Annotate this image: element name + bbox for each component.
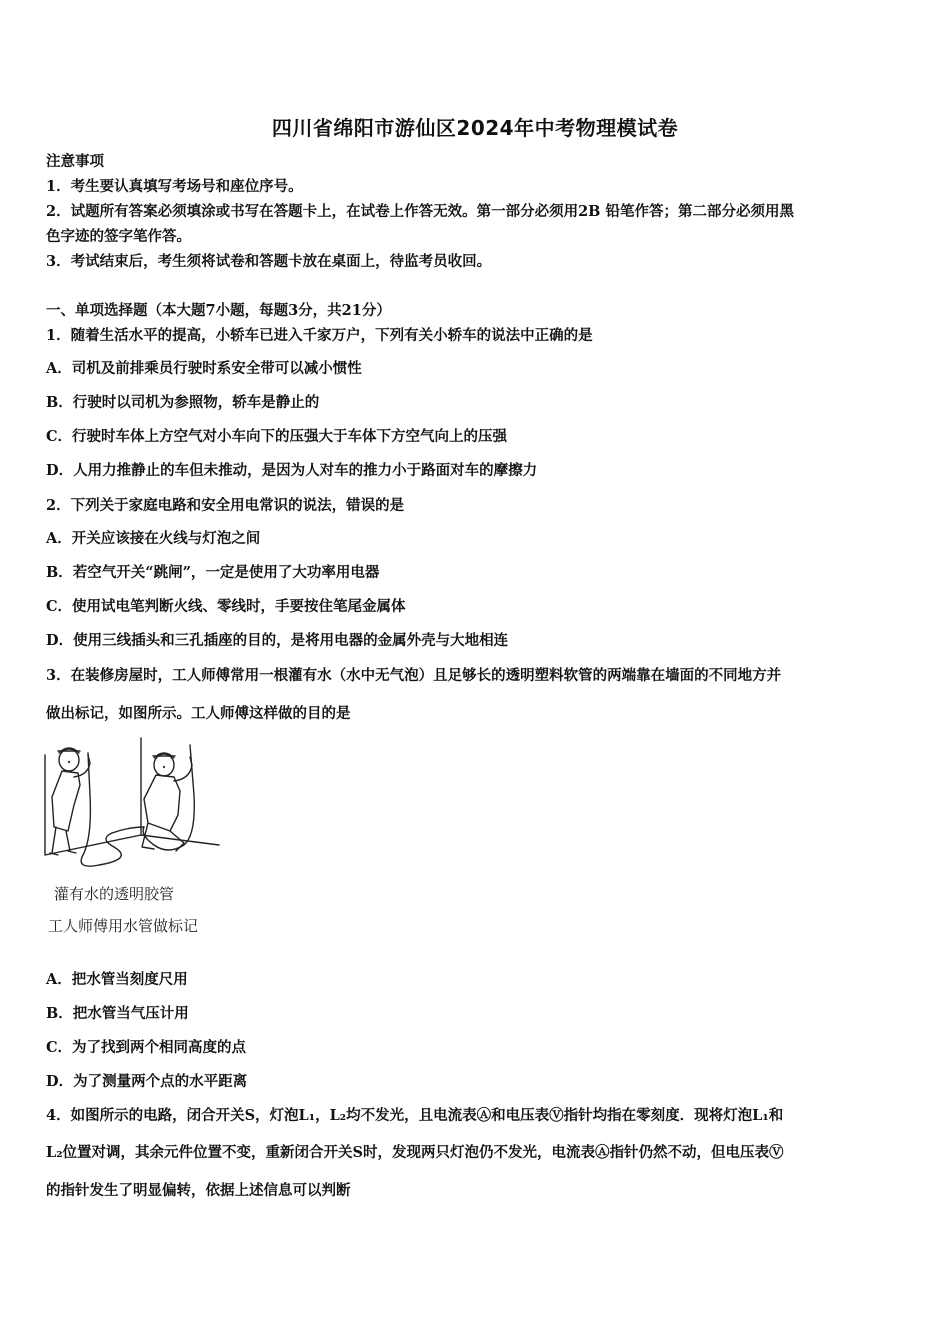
question-2-option-c: C．使用试电笔判断火线、零线时，手要按住笔尾金属体 (46, 598, 406, 615)
question-3-option-a: A．把水管当刻度尺用 (46, 971, 188, 988)
question-3-stem-line-2: 做出标记，如图所示。工人师傅这样做的目的是 (46, 705, 351, 722)
notice-item-2-cont: 色字迹的签字笔作答。 (46, 228, 191, 245)
workers-illustration (44, 735, 244, 875)
workers-water-tube-figure (44, 735, 244, 940)
question-2-option-a: A．开关应该接在火线与灯泡之间 (46, 530, 261, 547)
notice-item-3: 3．考试结束后，考生须将试卷和答题卡放在桌面上，待监考员收回。 (46, 253, 492, 270)
question-1-stem: 1．随着生活水平的提高，小轿车已进入千家万户，下列有关小轿车的说法中正确的是 (46, 327, 593, 344)
figure-tube-label: 灌有水的透明胶管 (54, 885, 175, 903)
notice-item-2: 2．试题所有答案必须填涂或书写在答题卡上，在试卷上作答无效。第一部分必须用2B 铅笔作答；第二部分必须用黑 (46, 203, 794, 220)
question-3-option-c: C．为了找到两个相同高度的点 (46, 1039, 247, 1056)
question-1-option-a: A．司机及前排乘员行驶时系安全带可以减小惯性 (46, 360, 362, 377)
question-4-line-3: 的指针发生了明显偏转，依据上述信息可以判断 (46, 1182, 351, 1199)
notice-heading: 注意事项 (46, 153, 104, 170)
question-1-option-d: D．人用力推静止的车但未推动，是因为人对车的推力小于路面对车的摩擦力 (46, 462, 538, 479)
question-4-line-2: L₂位置对调，其余元件位置不变，重新闭合开关S时，发现两只灯泡仍不发光，电流表Ⓐ指针仍然不动，但电压表Ⓥ (46, 1144, 784, 1161)
question-1-option-c: C．行驶时车体上方空气对小车向下的压强大于车体下方空气向上的压强 (46, 428, 508, 445)
question-2-option-d: D．使用三线插头和三孔插座的目的，是将用电器的金属外壳与大地相连 (46, 632, 509, 649)
question-3-stem-line-1: 3．在装修房屋时，工人师傅常用一根灌有水（水中无气泡）且足够长的透明塑料软管的两端靠在墙面的不同地方并 (46, 667, 782, 684)
notice-item-1: 1．考生要认真填写考场号和座位序号。 (46, 178, 303, 195)
question-2-stem: 2．下列关于家庭电路和安全用电常识的说法，错误的是 (46, 497, 405, 514)
question-2-option-b: B．若空气开关“跳闸”，一定是使用了大功率用电器 (46, 564, 380, 581)
question-4-line-1: 4．如图所示的电路，闭合开关S，灯泡L₁，L₂均不发光，且电流表Ⓐ和电压表Ⓥ指针均指在零刻度．现将灯泡L₁和 (46, 1107, 784, 1124)
section-heading: 一、单项选择题（本大题7小题，每题3分，共21分） (46, 302, 391, 319)
question-3-option-d: D．为了测量两个点的水平距离 (46, 1073, 248, 1090)
question-1-option-b: B．行驶时以司机为参照物，轿车是静止的 (46, 394, 320, 411)
figure-caption: 工人师傅用水管做标记 (48, 917, 199, 935)
page-title: 四川省绵阳市游仙区2024年中考物理模试卷 (271, 116, 679, 140)
question-3-option-b: B．把水管当气压计用 (46, 1005, 189, 1022)
